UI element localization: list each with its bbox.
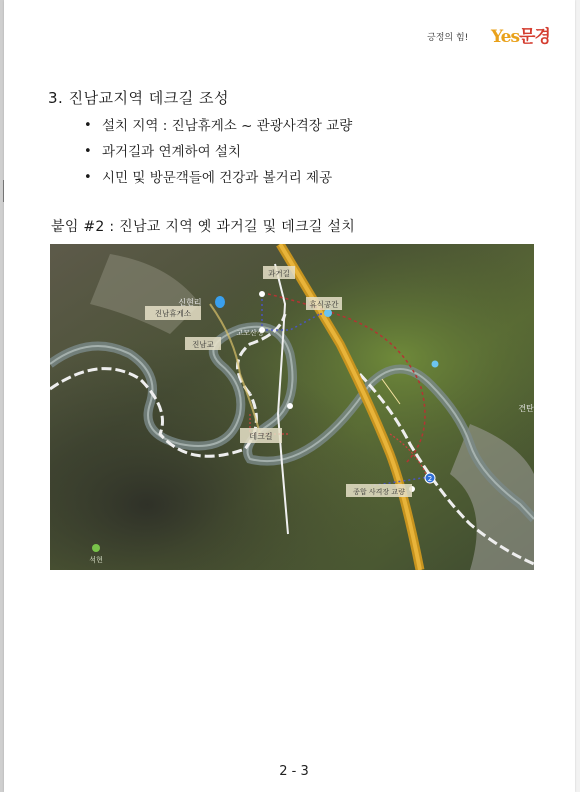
bullet-item: • 시민 및 방문객들에 건강과 볼거리 제공: [84, 168, 352, 194]
logo-brand-city: 문경: [519, 27, 550, 47]
aerial-map: [50, 244, 534, 570]
label-gwageogil: 과거길: [268, 269, 290, 278]
logo-slogan: 긍정의 힘!: [427, 33, 469, 43]
page-number: 2 - 3: [279, 764, 309, 779]
aerial-map-image: [50, 244, 534, 570]
label-jinnamgyo: 진남교: [192, 340, 214, 349]
bullet-item: • 과거길과 연계하여 설치: [84, 142, 352, 168]
label-village: 신현리: [178, 298, 202, 307]
bullet-list: [84, 116, 352, 194]
document-page: [4, 0, 575, 792]
label-east: 견탄: [518, 404, 534, 413]
city-logo: [427, 16, 550, 48]
logo-brand-yes: Yes: [491, 27, 520, 47]
section-title: 3. 진남교지역 데크길 조성: [48, 89, 230, 107]
logo-brand: [491, 22, 550, 47]
label-shooting-bridge: 종합 사격장 교량: [353, 488, 405, 496]
label-rest-area: 휴식공간: [309, 300, 339, 309]
label-mountain: 석현: [89, 556, 103, 564]
label-jinnam-rest: 진남휴게소: [154, 309, 192, 318]
label-deckgil: 데크길: [249, 432, 273, 441]
bullet-item: • 설치 지역 : 진남휴게소 ~ 관광사격장 교량: [84, 116, 352, 142]
route-number: 2: [427, 475, 433, 483]
figure-caption: 붙임 #2 : 진남교 지역 옛 과거길 및 데크길 설치: [51, 219, 356, 235]
label-gomo-fortress: 고모산성: [236, 329, 264, 337]
